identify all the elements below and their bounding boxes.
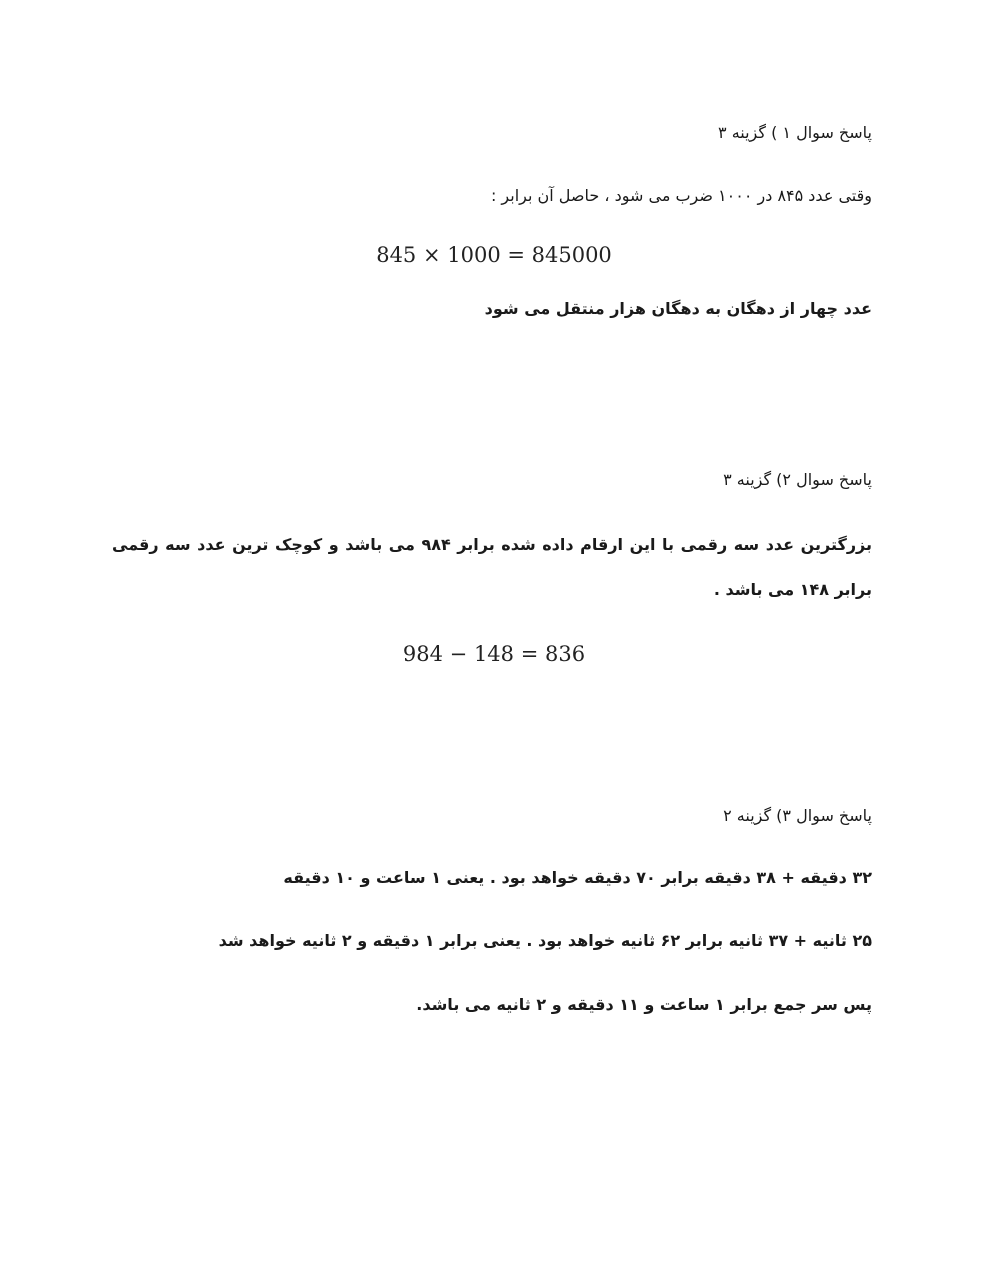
answer-2-equation: 984 − 148 = 836 (402, 642, 586, 666)
answer-3-line-3: پس سر جمع برابر ۱ ساعت و ۱۱ دقیقه و ۲ ثانیه می باشد. (416, 995, 872, 1014)
answer-1-equation: 845 × 1000 = 845000 (376, 243, 612, 267)
answer-1-conclusion: عدد چهار از دهگان به دهگان هزار منتقل می شود (484, 299, 872, 318)
answer-1-text: وقتی عدد ۸۴۵ در ۱۰۰۰ ضرب می شود ، حاصل آن برابر : (490, 186, 872, 205)
answer-1-title: پاسخ سوال ۱ ) گزینه ۳ (718, 123, 872, 142)
answer-3-line-2: ۲۵ ثانیه + ۳۷ ثانیه برابر ۶۲ ثانیه خواهد بود . یعنی برابر ۱ دقیقه و ۲ ثانیه خواهد شد (218, 931, 872, 950)
answer-3-title: پاسخ سوال ۳) گزینه ۲ (723, 806, 872, 825)
answer-2-title: پاسخ سوال ۲) گزینه ۳ (723, 470, 872, 489)
answer-2-text: بزرگترین عدد سه رقمی با این ارقام داده شده برابر ۹۸۴ می باشد و کوچک ترین عدد سه رقمی برابر ۱۴۸ می باشد . (112, 535, 872, 599)
answer-3-line-1: ۳۲ دقیقه + ۳۸ دقیقه برابر ۷۰ دقیقه خواهد بود . یعنی ۱ ساعت و ۱۰ دقیقه (283, 868, 872, 887)
